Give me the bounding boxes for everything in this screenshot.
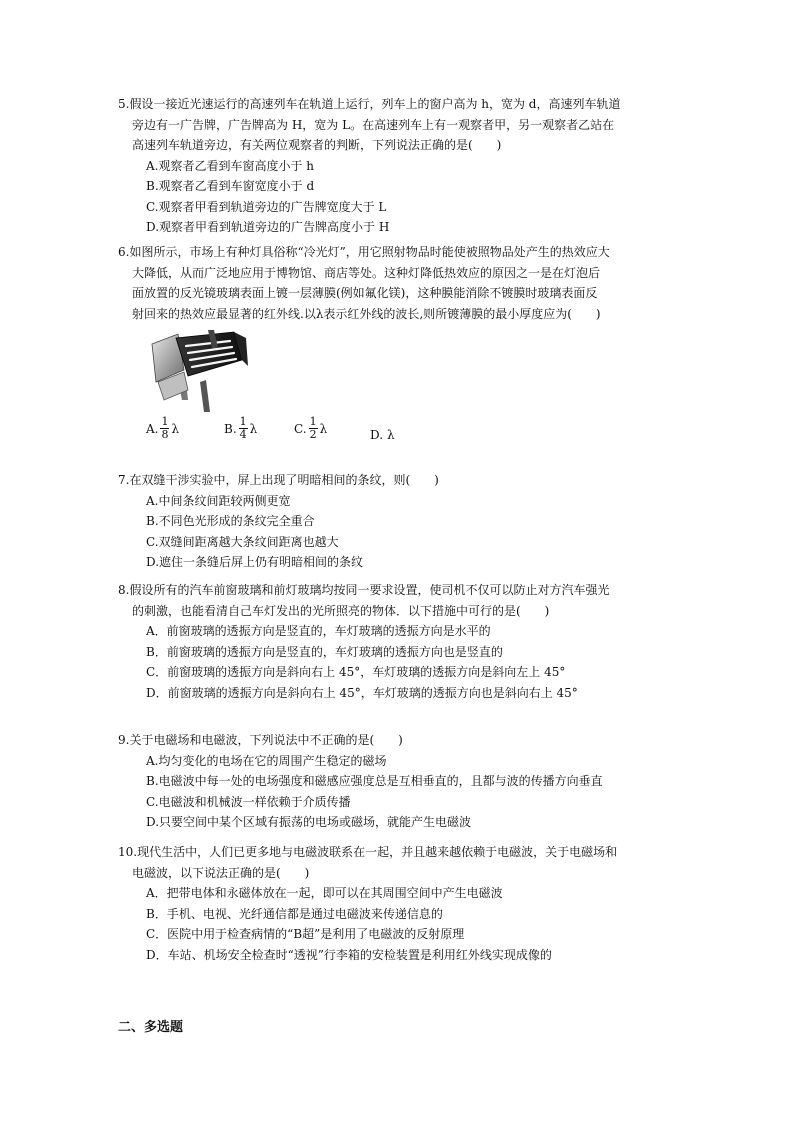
option-c: C.电磁波和机械波一样依赖于介质传播: [146, 794, 351, 809]
option-b: B．手机、电视、光纤通信都是通过电磁波来传递信息的: [146, 906, 443, 921]
question-6: [118, 242, 708, 324]
question-stem: 8.假设所有的汽车前窗玻璃和前灯玻璃均按同一要求设置，使司机不仅可以防止对方汽车强光: [118, 583, 610, 597]
option-d: D.只要空间中某个区域有振荡的电场或磁场，就能产生电磁波: [146, 815, 472, 829]
option-a: A.均匀变化的电场在它的周围产生稳定的磁场: [146, 753, 387, 768]
option-label: C.: [294, 421, 307, 436]
question-10: [118, 842, 708, 965]
fraction-denominator: 4: [239, 428, 247, 441]
wavelength-symbol: λ: [319, 421, 328, 436]
question-5: [118, 94, 708, 238]
question-6-options: [146, 416, 426, 456]
option-a: A.观察者乙看到车窗高度小于 h: [146, 158, 315, 173]
fraction-numerator: 1: [161, 415, 169, 428]
wavelength-symbol: λ: [171, 421, 180, 436]
option-c: C.双缝间距离越大条纹间距离也越大: [146, 534, 339, 549]
fraction: [160, 416, 169, 441]
question-stem: 大降低，从而广泛地应用于博物馆、商店等处。这种灯降低热效应的原因之一是在灯泡后: [132, 265, 601, 280]
section-heading: 二、多选题: [118, 1020, 184, 1035]
question-stem: 的刺激，也能看清自己车灯发出的光所照亮的物体．以下措施中可行的是( ): [132, 603, 550, 618]
fraction-numerator: 1: [309, 415, 317, 428]
option-b: B.电磁波中每一处的电场强度和磁感应强度总是互相垂直的，且都与波的传播方向垂直: [146, 774, 603, 788]
option-d: D．车站、机场安全检查时“透视”行李箱的安检装置是利用红外线实现成像的: [146, 947, 552, 962]
question-stem: 7.在双缝干涉实验中，屏上出现了明暗相间的条纹，则( ): [118, 473, 439, 487]
option-d: D.观察者甲看到轨道旁边的广告牌高度小于 H: [146, 220, 390, 234]
wavelength-symbol: λ: [387, 428, 395, 442]
question-9: [118, 730, 708, 833]
option-b: B.观察者乙看到车窗宽度小于 d: [146, 179, 315, 193]
wavelength-symbol: λ: [249, 421, 258, 436]
fraction-numerator: 1: [239, 415, 247, 428]
cold-light-lamp-image: [148, 330, 250, 414]
fraction-denominator: 8: [161, 428, 169, 441]
question-stem: 6.如图所示，市场上有种灯具俗称“冷光灯”，用它照射物品时能使被照物品处产生的热效应大: [118, 245, 610, 259]
option-b: B．前窗玻璃的透振方向是竖直的，车灯玻璃的透振方向也是竖直的: [146, 644, 503, 659]
fraction: [309, 416, 318, 441]
question-stem: 5.假设一接近光速运行的高速列车在轨道上运行，列车上的窗户高为 h，宽为 d，高速列车轨道: [118, 97, 621, 111]
option-a: A．前窗玻璃的透振方向是竖直的，车灯玻璃的透振方向是水平的: [146, 624, 491, 638]
option-c: C.观察者甲看到轨道旁边的广告牌宽度大于 L: [146, 199, 387, 214]
option-b: [224, 416, 257, 441]
question-8: [118, 580, 708, 703]
option-c: C．前窗玻璃的透振方向是斜向右上 45°，车灯玻璃的透振方向是斜向左上 45°: [146, 665, 566, 679]
question-stem: 9.关于电磁场和电磁波，下列说法中不正确的是( ): [118, 733, 403, 747]
option-a: A．把带电体和永磁体放在一起，即可以在其周围空间中产生电磁波: [146, 886, 503, 900]
fraction: [239, 416, 248, 441]
question-stem: 射回来的热效应最显著的红外线.以λ表示红外线的波长,则所镀薄膜的最小厚度应为( ): [132, 306, 601, 321]
option-label: D.: [370, 428, 384, 442]
option-a: [146, 416, 179, 441]
option-label: A.: [146, 421, 159, 436]
option-d: [370, 428, 395, 442]
option-b: B.不同色光形成的条纹完全重合: [146, 514, 315, 528]
question-stem: 10.现代生活中，人们已更多地与电磁波联系在一起，并且越来越依赖于电磁波，关于电磁场和: [118, 845, 618, 859]
option-c: [294, 416, 327, 441]
option-a: A.中间条纹间距较两侧更宽: [146, 493, 291, 508]
fraction-denominator: 2: [309, 428, 317, 441]
option-d: D.遮住一条缝后屏上仍有明暗相间的条纹: [146, 555, 364, 569]
question-7: [118, 470, 708, 573]
question-stem: 面放置的反光镜玻璃表面上镀一层薄膜(例如氟化镁)，这种膜能消除不镀膜时玻璃表面反: [132, 286, 598, 300]
question-stem: 高速列车轨道旁边，有关两位观察者的判断，下列说法正确的是( ): [132, 138, 502, 152]
option-d: D．前窗玻璃的透振方向是斜向右上 45°，车灯玻璃的透振方向也是斜向右上 45°: [146, 685, 578, 700]
option-c: C．医院中用于检查病情的“B超”是利用了电磁波的反射原理: [146, 927, 465, 941]
question-stem: 旁边有一广告牌，广告牌高为 H，宽为 L。在高速列车上有一观察者甲，另一观察者乙站在: [132, 117, 615, 132]
option-label: B.: [224, 421, 237, 436]
question-stem: 电磁波，以下说法正确的是( ): [132, 865, 310, 880]
